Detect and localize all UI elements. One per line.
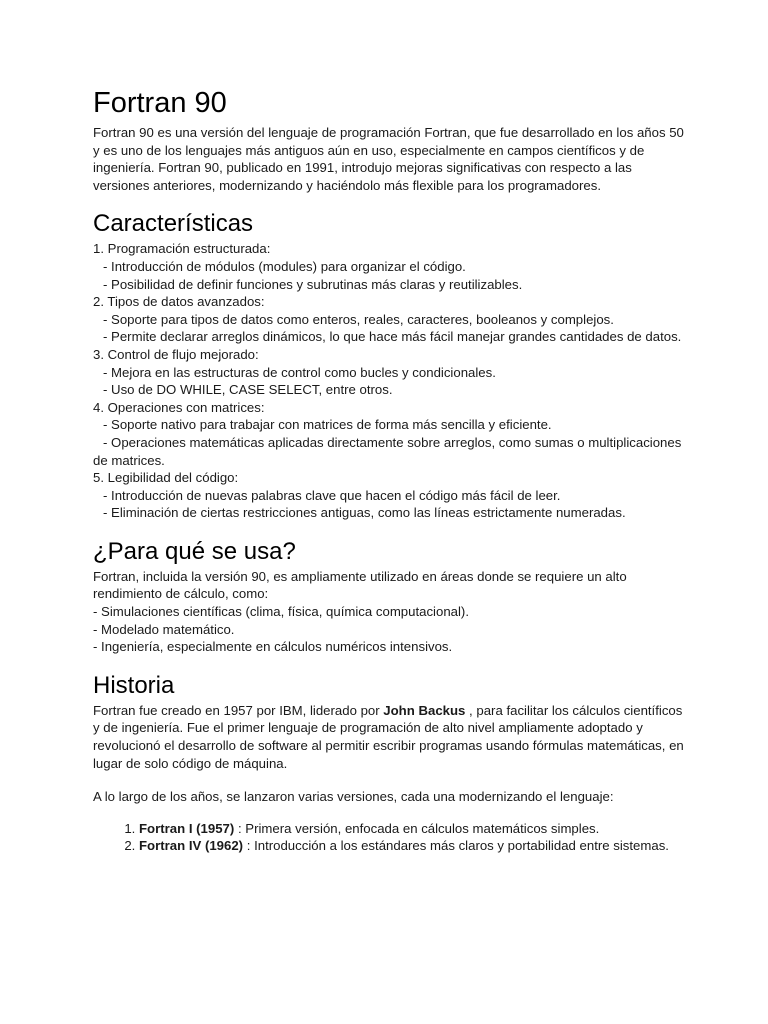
version-name: Fortran I (1957) bbox=[139, 820, 235, 836]
feature-sub: - Soporte para tipos de datos como enteros, reales, caracteres, booleanos y complejos. bbox=[103, 311, 614, 327]
feature-label: 2. Tipos de datos avanzados: bbox=[93, 294, 265, 310]
feature-item bbox=[93, 240, 688, 293]
feature-sub bbox=[93, 328, 688, 346]
feature-item bbox=[93, 346, 688, 399]
intro-paragraph: Fortran 90 es una versión del lenguaje de programación Fortran, que fue desarrollado en los años 50 y es uno de los lenguajes más antiguos aún en uso, especialmente en campos científicos y de ingeniería. Fortran 90, publicado en 1991, introdujo mejoras significativas con respecto a las versiones anteriores, modernizando y haciéndolo más flexible para los programadores. bbox=[93, 125, 684, 193]
version-item bbox=[139, 820, 688, 838]
version-desc: : Introducción a los estándares más claros y portabilidad entre sistemas. bbox=[243, 838, 669, 854]
feature-sub-text: - Operaciones matemáticas aplicadas directamente sobre arreglos, como sumas o multiplicaciones de matrices. bbox=[93, 434, 685, 468]
feature-item bbox=[93, 293, 688, 346]
history-person-name: John Backus bbox=[383, 702, 466, 718]
use-item: - Modelado matemático. bbox=[93, 621, 235, 637]
feature-sub: - Introducción de módulos (modules) para organizar el código. bbox=[103, 258, 466, 274]
feature-sub: - Uso de DO WHILE, CASE SELECT, entre otros. bbox=[103, 382, 393, 398]
feature-sub-text: - Permite declarar arreglos dinámicos, lo que hace más fácil manejar grandes cantidades de datos. bbox=[103, 329, 682, 345]
uses-heading: ¿Para qué se usa? bbox=[93, 537, 296, 565]
feature-item bbox=[93, 399, 688, 469]
feature-sub bbox=[93, 434, 688, 469]
version-name: Fortran IV (1962) bbox=[139, 838, 244, 854]
versions-list bbox=[93, 820, 688, 855]
uses-intro: Fortran, incluida la versión 90, es ampliamente utilizado en áreas donde se requiere un alto rendimiento de cálculo, como: bbox=[93, 568, 627, 602]
version-desc: : Primera versión, enfocada en cálculos matemáticos simples. bbox=[234, 820, 600, 836]
history-heading: Historia bbox=[93, 671, 175, 699]
use-item: - Simulaciones científicas (clima, física, química computacional). bbox=[93, 604, 469, 620]
page-title: Fortran 90 bbox=[93, 87, 227, 119]
feature-label: 4. Operaciones con matrices: bbox=[93, 399, 265, 415]
features-heading: Características bbox=[93, 210, 254, 238]
feature-sub: - Mejora en las estructuras de control como bucles y condicionales. bbox=[103, 364, 496, 380]
features-list bbox=[93, 240, 688, 522]
feature-sub: - Introducción de nuevas palabras clave que hacen el código más fácil de leer. bbox=[103, 487, 561, 503]
history-text-before: Fortran fue creado en 1957 por IBM, liderado por bbox=[93, 702, 384, 718]
version-item bbox=[139, 837, 688, 855]
feature-label: 5. Legibilidad del código: bbox=[93, 470, 239, 486]
uses-section bbox=[93, 568, 688, 656]
history-paragraph-2: A lo largo de los años, se lanzaron varias versiones, cada una modernizando el lenguaje: bbox=[93, 789, 614, 805]
feature-sub: - Eliminación de ciertas restricciones antiguas, como las líneas estrictamente numeradas. bbox=[103, 505, 626, 521]
history-text-after: , para facilitar los cálculos científicos y de ingeniería. Fue el primer lenguaje de programación de alto nivel ampliamente adoptado y revolucionó el desarrollo de software al permitir escribir programas usando fórmulas matemáticas, en lugar de solo código de máquina. bbox=[93, 702, 684, 771]
feature-item bbox=[93, 469, 688, 522]
feature-label: 3. Control de flujo mejorado: bbox=[93, 346, 259, 362]
feature-sub: - Posibilidad de definir funciones y subrutinas más claras y reutilizables. bbox=[103, 276, 523, 292]
history-paragraph-1 bbox=[93, 702, 688, 772]
feature-sub: - Soporte nativo para trabajar con matrices de forma más sencilla y eficiente. bbox=[103, 417, 552, 433]
use-item: - Ingeniería, especialmente en cálculos numéricos intensivos. bbox=[93, 639, 453, 655]
feature-label: 1. Programación estructurada: bbox=[93, 241, 271, 257]
